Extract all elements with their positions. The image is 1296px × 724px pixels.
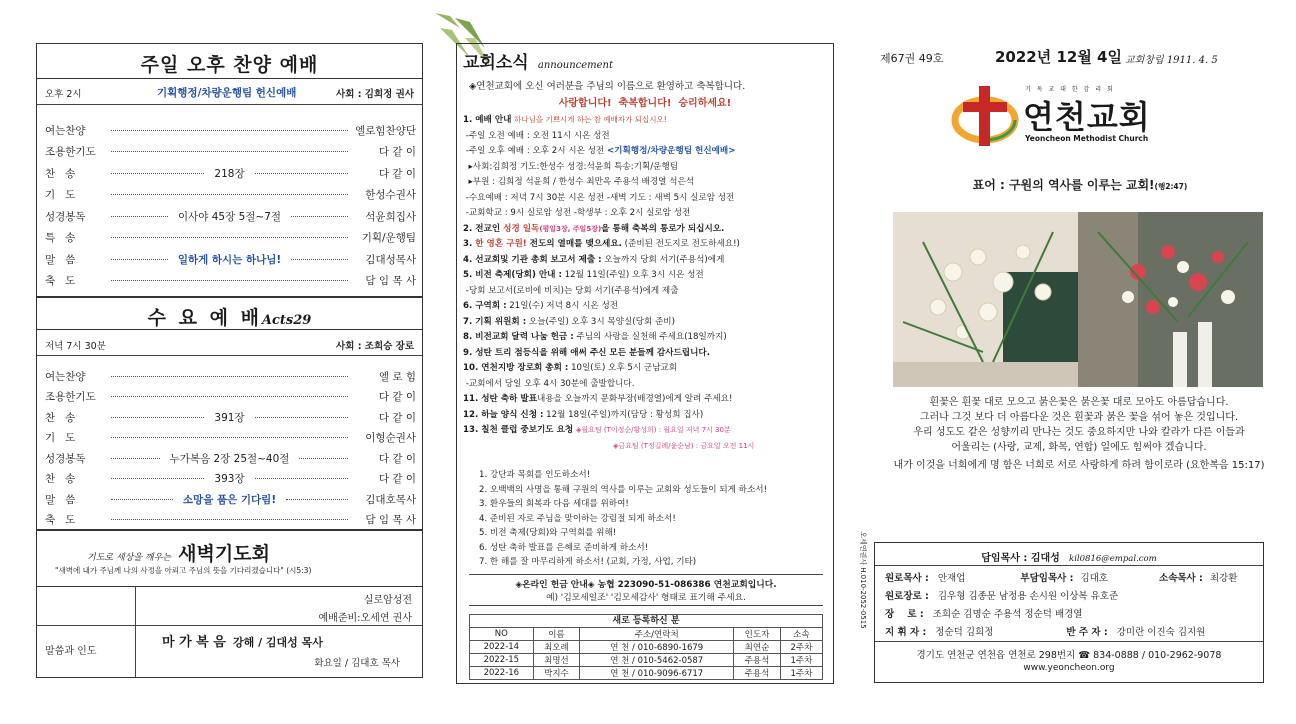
order-leader: 담 임 목 사 [365, 514, 416, 526]
table-cell: 박지수 [533, 667, 580, 680]
dots [111, 280, 348, 281]
divider [37, 329, 422, 330]
ministry-box [874, 542, 1264, 683]
side-note-text: 오세연권사 H.010-2052-0515 [859, 531, 867, 629]
order-leader: 기획/운행팀 [361, 232, 416, 244]
dawn-header [87, 539, 270, 566]
order-row [37, 120, 422, 140]
dawn-word [162, 631, 323, 650]
sunday-theme: 기획행정/차량운행팀 헌신예배 [157, 87, 297, 99]
order-label: 여는찬양 [45, 124, 86, 137]
dots [111, 417, 204, 418]
offering-line-2: 예) '김모세일조' '김모세감사' 형태로 표기해 주세요. [546, 593, 746, 603]
m-label: 장 로 : [885, 609, 924, 620]
dawn-word-teacher: 강해 / 김대성 목사 [233, 636, 323, 649]
order-leader: 김대호목사 [365, 493, 416, 506]
ministry-row-3 [885, 606, 1253, 620]
news-love: 사랑합니다! 축복합니다! 승리하세요! [558, 98, 732, 109]
news-item: 10. 연천지방 장로회 총회 : 10일(토) 오후 5시 군남교회 [463, 363, 678, 373]
poem-line: 흰꽃은 흰꽃 대로 모으고 붉은꽃은 붉은꽃 대로 모아도 아름답습니다. [929, 397, 1229, 408]
order-row [37, 428, 422, 448]
order-leader: 다 같 이 [378, 167, 416, 180]
flower-photo [893, 212, 1263, 387]
dots [111, 216, 168, 217]
news-title: 교회소식 [463, 53, 529, 73]
order-label: 성경봉독 [45, 210, 86, 223]
m-label: 지 휘 자 : [885, 627, 927, 638]
order-row [37, 228, 422, 248]
cross-logo-icon [945, 80, 1023, 150]
sunday-time: 오후 2시 [45, 89, 82, 100]
dawn-prayer-box [36, 530, 423, 678]
dots [255, 478, 348, 479]
m-value: 조희순 김명순 주용석 정순덕 배경열 [932, 609, 1083, 620]
prayer-item: 3. 환우들의 회복과 다음 세대를 위하여! [479, 499, 629, 509]
news-item: -주일 오후 예배 : 오후 2시 시온 성전 <기획행정/차량운행팀 헌신예배> [463, 146, 736, 156]
ministry-row-1 [885, 570, 1253, 584]
wednesday-service-box [36, 297, 423, 530]
news-item: 7. 기획 위원회 : 오늘(주일) 오후 3시 목양실(당회 준비) [463, 316, 675, 327]
news-item: 1. 예배 안내 하나님을 기쁘시게 하는 참 예배자가 되십시오! [463, 115, 667, 125]
table-cell: 주용석 [734, 667, 781, 680]
news-item: 3. 한 영혼 구원! 전도의 열매를 맺으세요. (준비된 전도지로 전도하세요!) [463, 239, 740, 249]
divider [37, 78, 422, 79]
m-value: 김우형 김종문 남정용 손시원 이상복 유호준 [937, 591, 1119, 602]
order-leader: 김대성목사 [365, 253, 417, 266]
side-note [856, 505, 870, 655]
wednesday-title: 수 요 예 배 [147, 307, 262, 329]
motto-ref: (행2:47) [1154, 182, 1188, 191]
news-welcome: ◈연천교회에 오신 여러분을 주님의 이름으로 환영하고 축복합니다. [469, 81, 746, 92]
dots [111, 437, 348, 438]
order-content: 391장 [214, 411, 245, 424]
prayer-item: 6. 성탄 축하 발표를 은혜로 준비하게 하소서! [479, 542, 649, 553]
white-flowers-image [893, 212, 1078, 387]
order-leader: 다 같 이 [378, 452, 417, 465]
dots [111, 478, 204, 479]
prayer-item: 2. 오백백의 사명을 통해 구원의 역사를 이루는 교회와 성도들이 되게 하소서! [479, 484, 768, 495]
news-item: -당회 보고서(로비에 비치)는 당회 서기(주용석)에게 제출 [463, 285, 679, 296]
founded: 교회창립 1911. 4. 5 [1125, 55, 1218, 66]
dots [255, 173, 348, 174]
order-leader: 다 같 이 [378, 411, 416, 424]
dots [111, 194, 348, 195]
order-row [37, 249, 422, 269]
table-row [470, 667, 823, 680]
newcomers-table [469, 627, 823, 680]
order-row [37, 448, 422, 468]
news-item: 5. 비전 축제(당회) 안내 : 12월 11일(주일) 오후 3시 시온 성전 [463, 270, 704, 280]
m-value: 최강환 [1209, 573, 1238, 584]
motto [880, 176, 1280, 193]
newcomers-title: 새로 등록하신 분 [469, 614, 823, 627]
order-label: 축 도 [45, 275, 76, 287]
news-item: ▸부원 : 김희정 석윤희 / 한성수 최만옥 주용석 배경열 석은석 [463, 177, 695, 187]
order-row [37, 387, 422, 407]
newcomers-section [469, 614, 823, 680]
table-row [470, 641, 823, 654]
dots [111, 237, 348, 238]
news-item: -주일 오전 예배 : 오전 11시 시온 성전 [463, 130, 610, 141]
divider [875, 565, 1263, 566]
bible-verse: 내가 이것을 너희에게 명 함은 너희로 서로 사랑하게 하려 함이로라 (요한복음 15:17) [893, 460, 1265, 471]
order-label: 찬 송 [45, 411, 76, 424]
dots [111, 151, 348, 152]
dots [286, 499, 348, 500]
dots [111, 259, 168, 260]
order-content: 소망을 품은 기다림! [182, 493, 277, 506]
announcement-box [456, 43, 834, 684]
order-leader: 담 임 목 사 [365, 275, 416, 287]
table-cell: 1주차 [780, 654, 822, 667]
dots [299, 458, 348, 459]
order-row [37, 271, 422, 291]
pastor-line [875, 549, 1263, 564]
order-label: 축 도 [45, 514, 76, 526]
pastor-label: 담임목사 : 김대성 [981, 553, 1060, 564]
table-header: 주소/연락처 [580, 628, 734, 641]
poem-line: 그러나 그것 보다 더 아름다운 것은 흰꽃과 붉은 꽃을 섞어 놓은 것입니다. [919, 412, 1239, 423]
wednesday-host: 사회 : 조희승 장로 [336, 341, 414, 352]
table-cell: 2022-15 [470, 654, 534, 667]
divider [37, 355, 422, 356]
news-item: 11. 성탄 축하 발표내용을 오늘까지 문화부장(배경열)에게 알려 주세요! [463, 394, 733, 404]
m-value: 강미란 이진숙 김지원 [1116, 627, 1206, 638]
wednesday-time: 저녁 7시 30분 [45, 341, 106, 352]
divider [37, 625, 422, 626]
order-leader: 석윤희집사 [365, 210, 416, 223]
order-label: 말 씀 [45, 493, 76, 506]
order-label: 기 도 [45, 432, 76, 444]
table-cell: 연 천 / 010-6890-1679 [580, 641, 734, 654]
ministry-row-4 [885, 624, 1253, 638]
table-cell: 연 천 / 010-5462-0587 [580, 654, 734, 667]
prayer-item: 4. 준비된 자로 주님을 맞이하는 강림절 되게 하소서! [479, 513, 676, 524]
order-leader: 다 같 이 [378, 146, 416, 158]
news-item: ◈금요팀 (T정길례/윤순남) : 금요일 오전 11시 [613, 441, 755, 450]
website-link[interactable]: www.yeoncheon.org [1023, 663, 1115, 673]
logo-small-text: 기 독 교 대 한 감 리 회 [1025, 86, 1115, 93]
m-label: 반 주 자 : [1066, 627, 1108, 638]
order-content: 218장 [214, 167, 245, 180]
dots [111, 396, 348, 397]
order-label: 조용한기도 [45, 391, 96, 403]
dawn-place: 실로암성전 [363, 595, 412, 606]
dawn-pre: 기도로 세상을 깨우는 [87, 553, 171, 563]
news-item: -수요예배 : 저녁 7시 30분 시온 성전 -새벽 기도 : 새벽 5시 실로암 성전 [463, 192, 735, 203]
m-value: 안재업 [937, 573, 966, 584]
order-label: 특 송 [45, 232, 76, 244]
red-flowers-image [1078, 212, 1263, 387]
news-item: 9. 성탄 트리 점등식을 위해 애써 주신 모든 분들께 감사드립니다. [463, 347, 710, 358]
table-header: 인도자 [734, 628, 781, 641]
sunday-title: 주일 오후 찬양 예배 [140, 54, 319, 76]
dots [255, 417, 348, 418]
news-item: 12. 하늘 양식 신청 : 12월 18일(주일)까지(담당 : 황성희 집사) [463, 409, 704, 420]
logo-en: Yeoncheon Methodist Church [1025, 134, 1149, 143]
dawn-word-sub: 화요일 / 김대호 목사 [314, 658, 400, 669]
order-leader: 엘로힘찬양단 [355, 124, 416, 137]
sunday-service-box [36, 43, 423, 297]
divider [37, 104, 422, 105]
m-value: 김대호 [1080, 573, 1108, 584]
m-label: 원로목사 : [885, 573, 929, 584]
motto-pre: 표어 : [972, 178, 1010, 192]
dots [111, 458, 160, 459]
order-row [37, 142, 422, 162]
dawn-word-book: 마 가 복 음 [162, 635, 226, 650]
prayer-item: 7. 한 해를 잘 마무리하게 하소서! (교회, 가정, 사업, 기타) [479, 557, 697, 567]
order-row [37, 206, 422, 226]
bulletin-date: 2022년 12월 4일 [995, 48, 1122, 66]
order-label: 성경봉독 [45, 452, 86, 465]
divider [135, 586, 136, 677]
order-leader: 다 같 이 [378, 391, 416, 403]
order-row [37, 489, 422, 509]
prayer-item: 1. 강단과 목회를 인도하소서! [479, 470, 591, 480]
m-label: 소속목사 : [1159, 573, 1203, 584]
pastor-email[interactable]: kil0816@empal.com [1069, 554, 1157, 564]
order-row [37, 510, 422, 530]
order-label: 기 도 [45, 189, 76, 201]
dawn-prep: 예배준비:오세연 권사 [318, 613, 412, 624]
order-content: 이사야 45장 5절~7절 [177, 210, 282, 223]
offering-line-1: ◈온라인 헌금 안내◈ 농협 223090-51-086386 연천교회입니다. [515, 580, 777, 590]
order-label: 조용한기도 [45, 146, 96, 158]
dawn-verse: "새벽에 내가 주님께 나의 사정을 아뢰고 주님의 뜻을 기다리겠습니다" (시5:3) [55, 566, 312, 575]
logo-name: 연천교회 [1023, 98, 1151, 136]
ministry-row-2 [885, 588, 1253, 602]
poem-line: 우리 성도도 같은 성향끼리 만나는 것도 중요하지만 나와 칼라가 다른 이들과 [913, 427, 1245, 438]
news-item: 13. 칠천 클럽 중보기도 요청 ◈월요팀 (T이정순/황성희) : 월요일 저녁 7시 30분 [463, 425, 731, 435]
table-header: 이름 [533, 628, 580, 641]
dots [111, 519, 348, 520]
news-item: 8. 비전교회 달력 나눔 헌금 : 주님의 사랑을 실천해 주세요(18일까지) [463, 332, 727, 342]
news-header [463, 48, 613, 73]
news-item: 2. 전교인 성경 일독(평일3장, 주일5장)을 통해 축복의 통로가 되십시오. [463, 223, 725, 234]
wednesday-sub: Acts29 [261, 313, 312, 328]
order-leader: 다 같 이 [378, 473, 416, 485]
dawn-word-label: 말씀과 인도 [45, 646, 97, 657]
table-cell: 1주차 [780, 667, 822, 680]
address: 경기도 연천군 연천읍 연천로 298번지 ☎ 834-0888 / 010-2962-9078 [916, 650, 1222, 661]
table-cell: 주용석 [734, 654, 781, 667]
order-label: 말 씀 [45, 253, 76, 266]
table-row [470, 654, 823, 667]
news-item: -교회학교 : 9시 실로암 성전 -학생부 : 오후 2시 실로암 성전 [463, 208, 691, 218]
dawn-title: 새벽기도회 [178, 543, 270, 565]
news-item: ▸사회:김희정 기도:한성수 성경:석윤희 특송:기획/운행팀 [463, 161, 679, 172]
news-item: 6. 구역회 : 21일(수) 저녁 8시 시온 성전 [463, 301, 619, 311]
poem-line: 어울리는 (사랑, 교제, 화목, 연합) 일에도 힘써야 겠습니다. [951, 442, 1207, 453]
order-row [37, 366, 422, 386]
order-row [37, 469, 422, 489]
dots [291, 259, 348, 260]
prayer-item: 5. 비전 축제(당회)와 구역회를 위해! [479, 528, 617, 538]
wednesday-header [37, 303, 422, 330]
order-content: 393장 [214, 473, 245, 485]
dots [111, 499, 173, 500]
divider [37, 586, 422, 587]
church-logo [945, 80, 1195, 150]
order-leader: 이형순권사 [365, 432, 416, 444]
order-label: 찬 송 [45, 167, 76, 180]
table-cell: 연 천 / 010-9096-6717 [580, 667, 734, 680]
table-cell: 2022-16 [470, 667, 534, 680]
table-cell: 최오례 [533, 641, 580, 654]
dots [291, 216, 348, 217]
news-item: 4. 선교회및 기관 총회 보고서 제출 : 오늘까지 당회 서기(주용석)에게 [463, 254, 725, 265]
motto-text: 구원의 역사를 이루는 교회! [1009, 178, 1155, 192]
order-row [37, 407, 422, 427]
m-value: 정순덕 김희정 [935, 627, 994, 638]
table-cell: 최명선 [533, 654, 580, 667]
table-header: NO [470, 628, 534, 641]
divider [875, 641, 1263, 642]
news-sub: announcement [537, 60, 614, 71]
dots [111, 130, 348, 131]
order-content: 일하게 하시는 하나님! [177, 253, 282, 266]
table-cell: 2022-14 [470, 641, 534, 654]
m-label: 원로장로 : [885, 591, 929, 602]
dots [111, 173, 204, 174]
news-item: -교회에서 당일 오후 4시 30분에 출발합니다. [463, 378, 635, 389]
order-content: 누가복음 2장 25절~40절 [169, 452, 290, 465]
order-label: 여는찬양 [45, 370, 86, 383]
table-header: 소속 [780, 628, 822, 641]
order-leader: 한성수권사 [365, 189, 416, 201]
table-cell: 2주차 [780, 641, 822, 654]
issue-number: 제67권 49호 [880, 52, 944, 65]
dots [111, 376, 348, 377]
order-label: 찬 송 [45, 473, 76, 485]
m-label: 부담임목사 : [1020, 573, 1074, 584]
order-row [37, 163, 422, 183]
order-leader: 엘 로 힘 [378, 370, 416, 383]
sunday-host: 사회 : 김희정 권사 [336, 89, 414, 100]
order-row [37, 185, 422, 205]
table-cell: 최연순 [734, 641, 781, 654]
offering-box [469, 574, 823, 606]
